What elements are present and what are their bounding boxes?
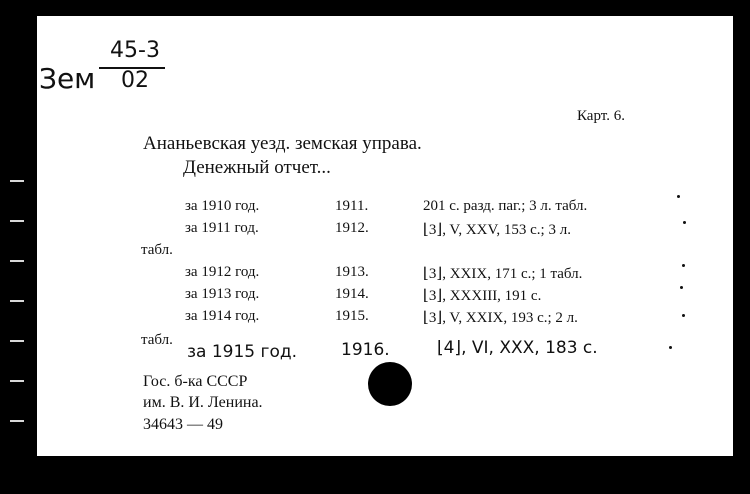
library-line-3: 34643 — 49: [143, 416, 223, 433]
handwritten-period: за 1915 год.: [187, 342, 298, 362]
row-details: ⌊3⌋, V, XXIX, 193 с.; 2 л.: [423, 310, 578, 326]
row-continuation: табл.: [141, 242, 173, 258]
row-continuation: табл.: [141, 332, 173, 348]
margin-dot: [680, 286, 683, 289]
row-year: 1913.: [335, 264, 369, 280]
film-edge-marks: [10, 180, 24, 450]
row-year: 1911.: [335, 198, 369, 214]
row-year: 1914.: [335, 286, 369, 302]
shelfmark-numerator: 45-3: [110, 38, 160, 63]
row-year: 1912.: [335, 220, 369, 236]
card-title: Ананьевская уезд. земская управа.: [143, 133, 422, 154]
card-number: Карт. 6.: [577, 108, 625, 124]
punch-hole: [368, 362, 412, 406]
shelfmark-prefix: Зем: [39, 62, 96, 95]
row-details: ⌊3⌋, XXIX, 171 с.; 1 табл.: [423, 266, 583, 282]
row-period: за 1912 год.: [185, 264, 260, 280]
card-subtitle: Денежный отчет...: [183, 157, 331, 178]
catalog-card: [37, 16, 733, 456]
row-year: 1915.: [335, 308, 369, 324]
row-period: за 1911 год.: [185, 220, 259, 236]
row-details: ⌊3⌋, V, XXV, 153 с.; 3 л.: [423, 222, 571, 238]
margin-dot: [669, 346, 672, 349]
margin-dot: [682, 314, 685, 317]
row-period: за 1910 год.: [185, 198, 260, 214]
row-details: ⌊3⌋, XXXIII, 191 с.: [423, 288, 542, 304]
margin-dot: [682, 264, 685, 267]
handwritten-year: 1916.: [341, 340, 390, 360]
row-details: 201 с. разд. паг.; 3 л. табл.: [423, 198, 588, 214]
margin-dot: [677, 195, 680, 198]
margin-dot: [683, 221, 686, 224]
library-line-1: Гос. б-ка СССР: [143, 373, 248, 390]
handwritten-details: ⌊4⌋, VI, XXX, 183 с.: [437, 338, 598, 358]
shelfmark-denominator: 02: [121, 68, 149, 93]
row-period: за 1914 год.: [185, 308, 260, 324]
row-period: за 1913 год.: [185, 286, 260, 302]
library-line-2: им. В. И. Ленина.: [143, 394, 263, 411]
